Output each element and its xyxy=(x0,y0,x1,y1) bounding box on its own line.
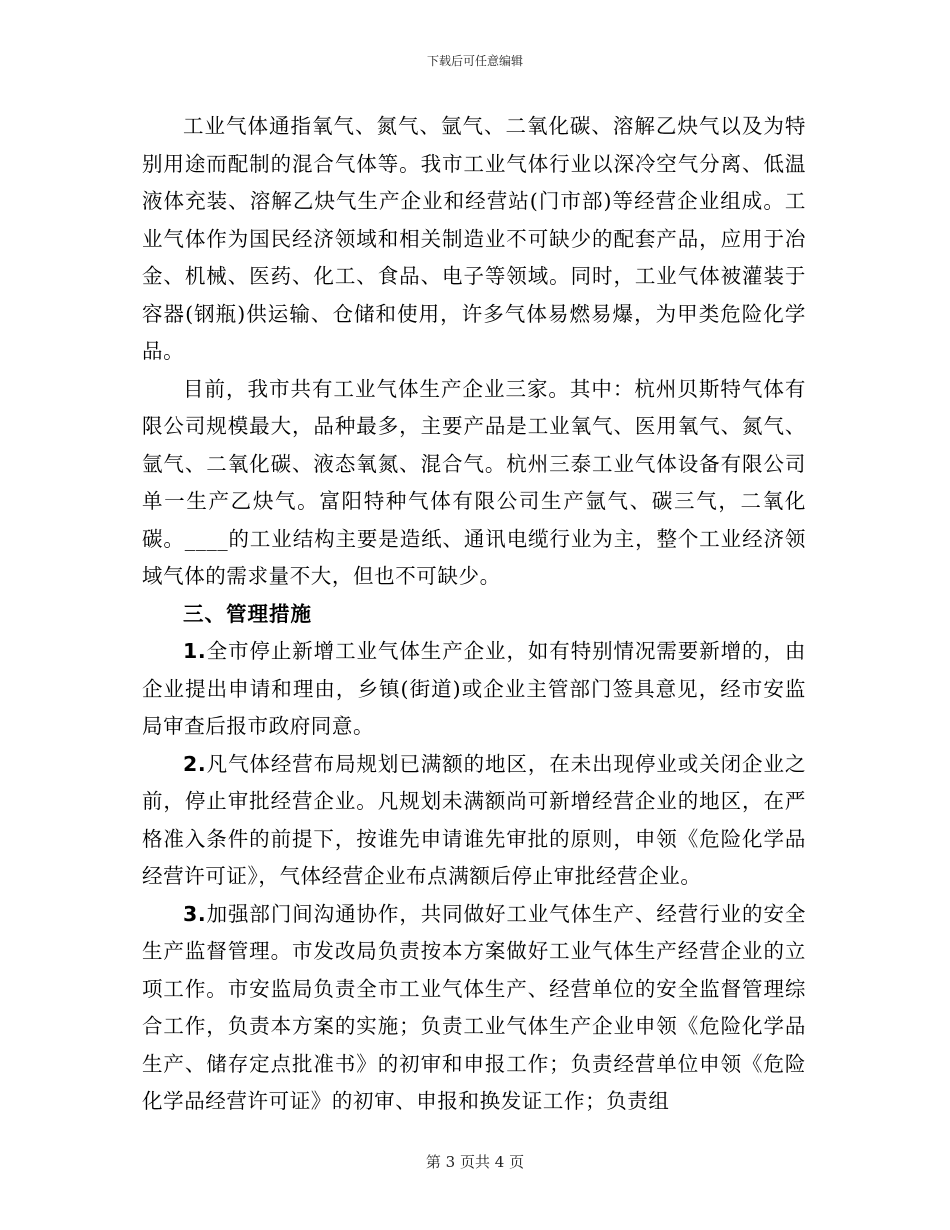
document-body xyxy=(142,108,806,1121)
item-text: 加强部门间沟通协作，共同做好工业气体生产、经营行业的安全生产监督管理。市发改局负责按本方案做好工业气体生产经营企业的立项工作。市安监局负责全市工业气体生产、经营单位的安全监督管理综合工作，负责本方案的实施；负责工业气体生产企业申领《危险化学品生产、储存定点批准书》的初审和申报工作；负责经营单位申领《危险化学品经营许可证》的初审、申报和换发证工作；负责组 xyxy=(142,901,806,1113)
page-header: 下载后可任意编辑 xyxy=(426,54,523,68)
item-number: 3. xyxy=(183,901,207,926)
measure-item-3 xyxy=(142,896,806,1121)
item-number: 1. xyxy=(183,639,207,663)
page-footer: 第 3 页共 4 页 xyxy=(425,1153,525,1171)
item-number: 2. xyxy=(183,751,207,776)
section-heading: 三、管理措施 xyxy=(183,601,312,626)
paragraph-current-enterprises: 目前，我市共有工业气体生产企业三家。其中：杭州贝斯特气体有限公司规模最大，品种最多，主要产品是工业氧气、医用氧气、氮气、氩气、二氧化碳、液态氧氮、混合气。杭州三泰工业气体设备有限公司单一生产乙炔气。富阳特种气体有限公司生产氩气、碳三气，二氧化碳。____的工业结构主要是造纸、通讯电缆行业为主，整个工业经济领域气体的需求量不大，但也不可缺少。 xyxy=(142,376,806,588)
measure-item-1 xyxy=(142,633,806,746)
item-text: 全市停止新增工业气体生产企业，如有特别情况需要新增的，由企业提出申请和理由，乡镇(街道)或企业主管部门签具意见，经市安监局审查后报市政府同意。 xyxy=(142,639,806,738)
paragraph-industrial-gas-definition: 工业气体通指氧气、氮气、氩气、二氧化碳、溶解乙炔气以及为特别用途而配制的混合气体等。我市工业气体行业以深冷空气分离、低温液体充装、溶解乙炔气生产企业和经营站(门市部)等经营企业组成。工业气体作为国民经济领域和相关制造业不可缺少的配套产品，应用于冶金、机械、医药、化工、食品、电子等领域。同时，工业气体被灌装于容器(钢瓶)供运输、仓储和使用，许多气体易燃易爆，为甲类危险化学品。 xyxy=(142,114,806,363)
measure-item-2 xyxy=(142,746,806,896)
item-text: 凡气体经营布局规划已满额的地区，在未出现停业或关闭企业之前，停止审批经营企业。凡规划未满额尚可新增经营企业的地区，在严格准入条件的前提下，按谁先申请谁先审批的原则，申领《危险化学品经营许可证》，气体经营企业布点满额后停止审批经营企业。 xyxy=(142,751,806,888)
